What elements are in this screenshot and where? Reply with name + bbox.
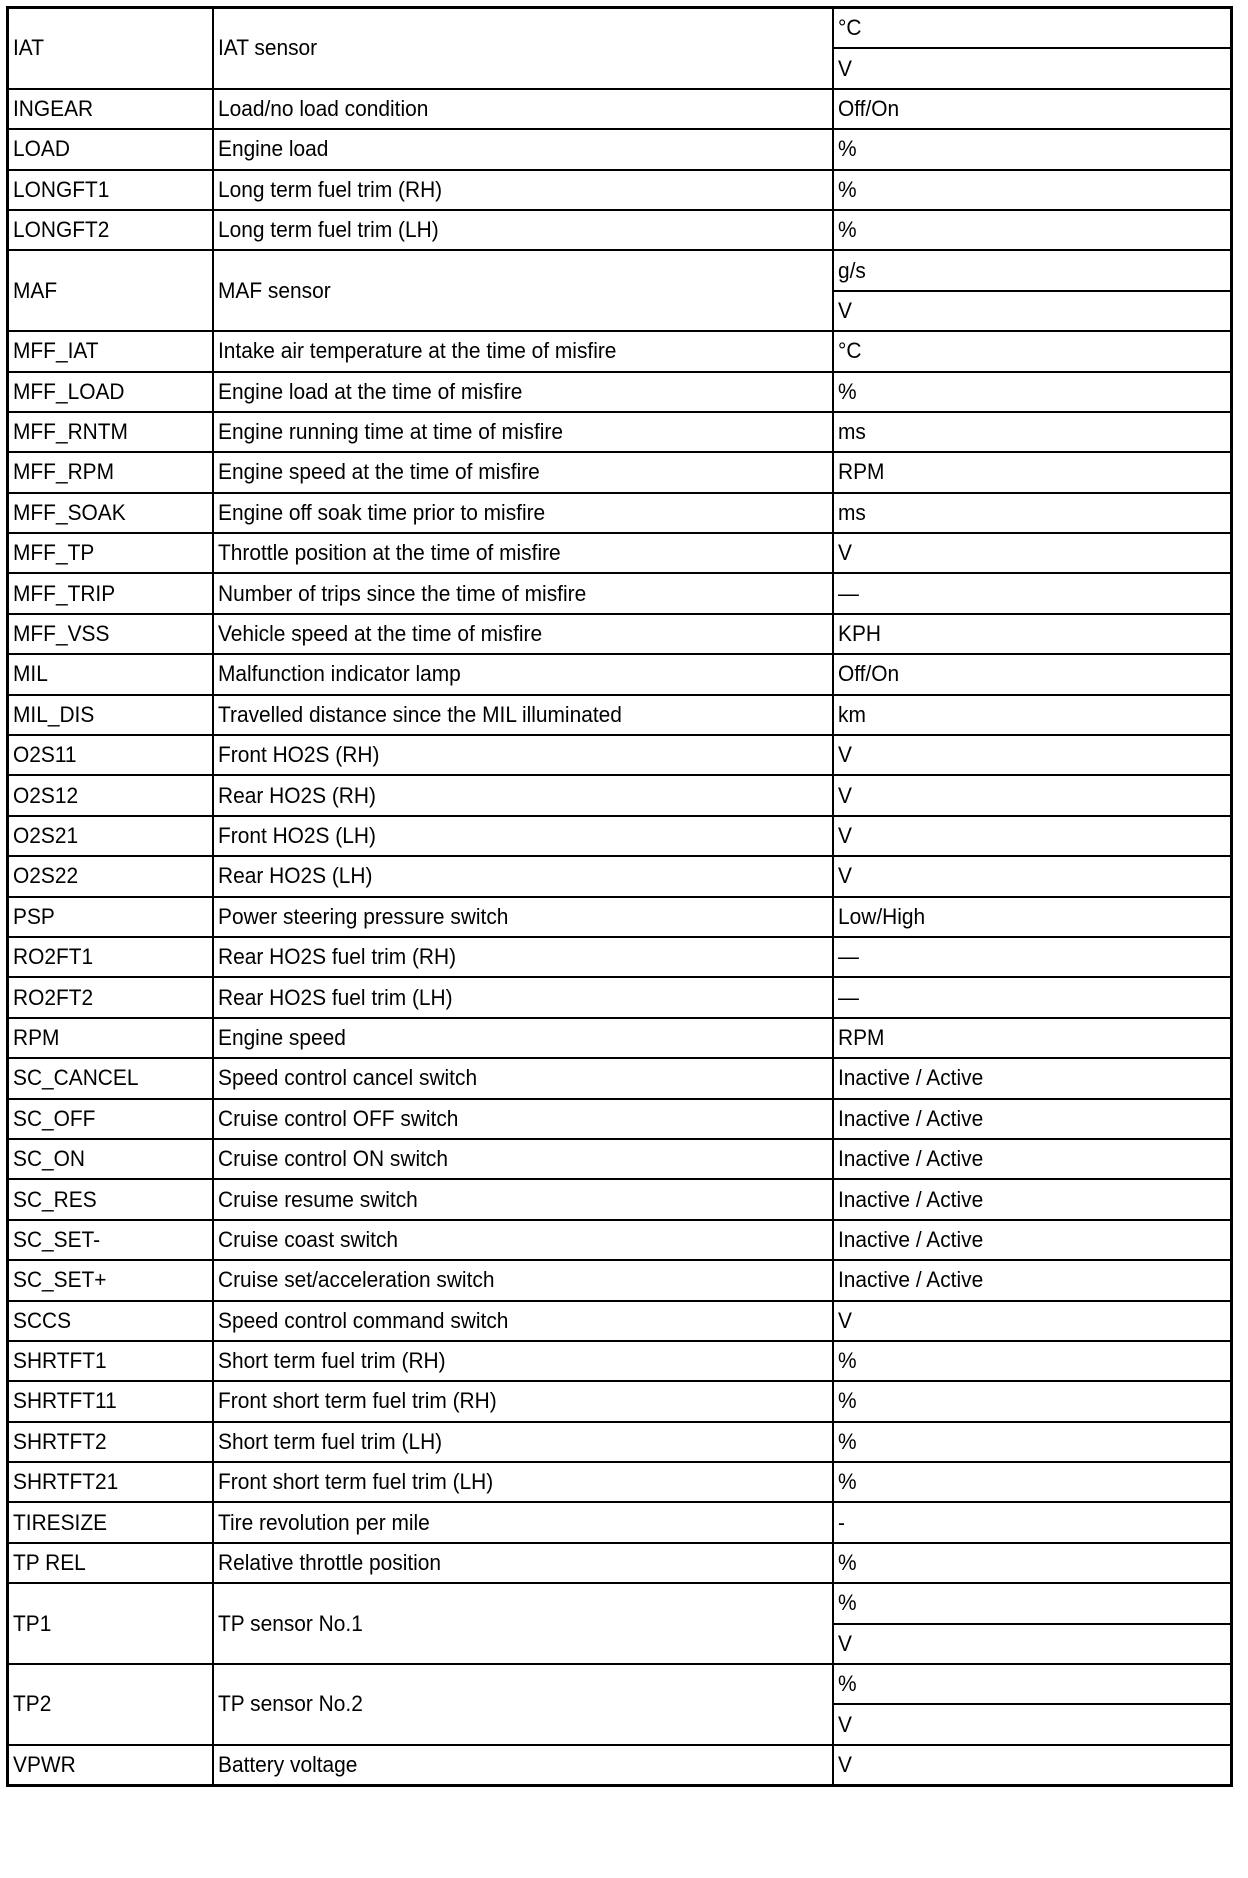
unit-cell <box>833 1745 1232 1786</box>
unit-cell <box>833 129 1232 169</box>
pid-unit: % <box>837 1348 857 1374</box>
table-row <box>8 129 1232 169</box>
pid-cell <box>8 210 213 250</box>
pid-unit: V <box>837 540 852 566</box>
unit-cell <box>833 1543 1232 1583</box>
description-cell <box>213 1381 833 1421</box>
description-cell <box>213 331 833 371</box>
pid-cell <box>8 1260 213 1300</box>
pid-cell <box>8 977 213 1017</box>
pid-unit: Inactive / Active <box>837 1267 983 1293</box>
unit-cell <box>833 372 1232 412</box>
pid-unit: Inactive / Active <box>837 1146 983 1172</box>
pid-name: MIL <box>13 661 48 687</box>
pid-unit: V <box>837 1630 852 1656</box>
pid-name: SHRTFT2 <box>13 1428 107 1454</box>
pid-unit: V <box>837 1751 852 1777</box>
unit-cell <box>833 654 1232 694</box>
description-cell <box>213 1179 833 1219</box>
unit-cell <box>833 48 1232 88</box>
unit-cell <box>833 1301 1232 1341</box>
pid-name: TP2 <box>13 1691 52 1717</box>
pid-name: O2S21 <box>13 823 79 848</box>
pid-description: TP sensor No.1 <box>217 1610 363 1636</box>
pid-description: Engine load <box>217 136 328 162</box>
pid-description: IAT sensor <box>217 35 317 61</box>
unit-cell <box>833 493 1232 533</box>
pid-name: MFF_RPM <box>13 459 115 485</box>
pid-unit: — <box>837 580 859 606</box>
unit-cell <box>833 1664 1232 1704</box>
pid-description: Front HO2S (LH) <box>217 823 376 848</box>
unit-cell <box>833 937 1232 977</box>
table-row <box>8 331 1232 371</box>
description-cell <box>213 1664 833 1745</box>
description-cell <box>213 1220 833 1260</box>
pid-description: Power steering pressure switch <box>217 903 508 929</box>
pid-name: MFF_RNTM <box>13 419 128 445</box>
description-cell <box>213 250 833 331</box>
unit-cell <box>833 1220 1232 1260</box>
unit-cell <box>833 1624 1232 1664</box>
description-cell <box>213 1583 833 1664</box>
unit-cell <box>833 1462 1232 1502</box>
pid-cell <box>8 1018 213 1058</box>
unit-cell <box>833 533 1232 573</box>
pid-cell <box>8 1139 213 1179</box>
pid-unit: % <box>837 1428 857 1454</box>
unit-cell <box>833 735 1232 775</box>
description-cell <box>213 654 833 694</box>
pid-cell <box>8 735 213 775</box>
description-cell <box>213 735 833 775</box>
description-cell <box>213 210 833 250</box>
pid-name: O2S22 <box>13 863 79 889</box>
unit-cell <box>833 614 1232 654</box>
pid-cell <box>8 89 213 129</box>
pid-unit: % <box>837 378 857 404</box>
table-row <box>8 856 1232 896</box>
table-row <box>8 816 1232 856</box>
pid-name: SHRTFT11 <box>13 1388 117 1414</box>
description-cell <box>213 1341 833 1381</box>
pid-name: RO2FT1 <box>13 944 94 970</box>
table-row <box>8 533 1232 573</box>
table-row <box>8 1583 1232 1623</box>
pid-unit: Inactive / Active <box>837 1065 983 1091</box>
table-row <box>8 937 1232 977</box>
description-cell <box>213 1301 833 1341</box>
unit-cell <box>833 291 1232 331</box>
pid-unit: % <box>837 1388 857 1414</box>
table-row <box>8 8 1232 49</box>
pid-unit: — <box>837 944 859 970</box>
pid-description: Rear HO2S fuel trim (LH) <box>217 984 453 1010</box>
pid-name: SC_SET- <box>13 1226 101 1252</box>
pid-cell <box>8 573 213 613</box>
pid-description: Cruise control ON switch <box>217 1146 448 1172</box>
unit-cell <box>833 897 1232 937</box>
pid-name: PSP <box>13 903 55 929</box>
pid-description: Engine speed <box>217 1024 346 1050</box>
pid-description: Cruise coast switch <box>217 1226 398 1252</box>
description-cell <box>213 897 833 937</box>
description-cell <box>213 1462 833 1502</box>
pid-description: Engine running time at time of misfire <box>217 419 563 445</box>
pid-name: MFF_TP <box>13 540 95 566</box>
pid-cell <box>8 1099 213 1139</box>
pid-unit: KPH <box>837 621 881 647</box>
pid-name: LONGFT1 <box>13 176 110 202</box>
pid-name: O2S12 <box>13 782 79 808</box>
pid-cell <box>8 1301 213 1341</box>
pid-description: Speed control command switch <box>217 1307 508 1333</box>
pid-cell <box>8 372 213 412</box>
pid-unit: % <box>837 176 857 202</box>
pid-cell <box>8 1583 213 1664</box>
table-row <box>8 493 1232 533</box>
description-cell <box>213 977 833 1017</box>
description-cell <box>213 775 833 815</box>
table-row <box>8 170 1232 210</box>
pid-description: Rear HO2S (LH) <box>217 863 372 889</box>
pid-name: MFF_SOAK <box>13 499 126 525</box>
description-cell <box>213 573 833 613</box>
pid-description: Short term fuel trim (RH) <box>217 1348 446 1374</box>
pid-cell <box>8 897 213 937</box>
unit-cell <box>833 775 1232 815</box>
description-cell <box>213 1745 833 1786</box>
pid-unit: Off/On <box>837 95 899 121</box>
pid-unit: Inactive / Active <box>837 1186 983 1212</box>
pid-cell <box>8 533 213 573</box>
table-row <box>8 1422 1232 1462</box>
pid-description: Travelled distance since the MIL illuminated <box>217 701 622 727</box>
pid-description: Tire revolution per mile <box>217 1509 430 1535</box>
description-cell <box>213 170 833 210</box>
pid-unit: V <box>837 297 852 323</box>
table-row <box>8 1543 1232 1583</box>
pid-unit: — <box>837 984 859 1010</box>
table-row <box>8 735 1232 775</box>
table-row <box>8 1462 1232 1502</box>
unit-cell <box>833 331 1232 371</box>
pid-name: TP1 <box>13 1610 52 1636</box>
table-row <box>8 775 1232 815</box>
pid-unit: Inactive / Active <box>837 1226 983 1252</box>
pid-unit: °C <box>837 15 861 41</box>
description-cell <box>213 533 833 573</box>
unit-cell <box>833 1018 1232 1058</box>
unit-cell <box>833 412 1232 452</box>
description-cell <box>213 1099 833 1139</box>
pid-unit: Off/On <box>837 661 899 687</box>
pid-unit: V <box>837 55 852 81</box>
table-row <box>8 210 1232 250</box>
pid-name: VPWR <box>13 1751 76 1777</box>
pid-unit: % <box>837 217 857 243</box>
pid-unit: V <box>837 742 852 768</box>
pid-description: Malfunction indicator lamp <box>217 661 461 687</box>
pid-description: Vehicle speed at the time of misfire <box>217 621 542 647</box>
pid-unit: % <box>837 1671 857 1697</box>
pid-description: Rear HO2S (RH) <box>217 782 376 808</box>
unit-cell <box>833 1099 1232 1139</box>
table-row <box>8 1099 1232 1139</box>
description-cell <box>213 816 833 856</box>
table-row <box>8 1301 1232 1341</box>
description-cell <box>213 856 833 896</box>
pid-name: IAT <box>13 35 44 61</box>
pid-cell <box>8 816 213 856</box>
pid-name: SHRTFT21 <box>13 1469 119 1495</box>
table-row <box>8 1664 1232 1704</box>
unit-cell <box>833 250 1232 290</box>
table-row <box>8 1018 1232 1058</box>
pid-name: SC_CANCEL <box>13 1065 139 1091</box>
unit-cell <box>833 8 1232 49</box>
description-cell <box>213 129 833 169</box>
unit-cell <box>833 856 1232 896</box>
description-cell <box>213 89 833 129</box>
pid-description: Intake air temperature at the time of misfire <box>217 338 616 364</box>
description-cell <box>213 695 833 735</box>
pid-cell <box>8 1341 213 1381</box>
description-cell <box>213 412 833 452</box>
description-cell <box>213 372 833 412</box>
pid-name: SC_OFF <box>13 1105 96 1131</box>
pid-name: SC_ON <box>13 1146 86 1172</box>
unit-cell <box>833 1502 1232 1542</box>
pid-description: Load/no load condition <box>217 95 428 121</box>
pid-cell <box>8 1664 213 1745</box>
pid-name: SCCS <box>13 1307 72 1333</box>
pid-description: Rear HO2S fuel trim (RH) <box>217 944 456 970</box>
pid-name: TP REL <box>13 1550 86 1576</box>
pid-cell <box>8 129 213 169</box>
unit-cell <box>833 1341 1232 1381</box>
table-row <box>8 372 1232 412</box>
pid-cell <box>8 654 213 694</box>
pid-name: LOAD <box>13 136 70 162</box>
table-row <box>8 1502 1232 1542</box>
pid-name: MAF <box>13 277 58 303</box>
pid-cell <box>8 1179 213 1219</box>
pid-unit: % <box>837 1590 857 1616</box>
table-row <box>8 1260 1232 1300</box>
pid-description: Short term fuel trim (LH) <box>217 1428 442 1454</box>
description-cell <box>213 1260 833 1300</box>
pid-name: INGEAR <box>13 95 94 121</box>
table-row <box>8 1058 1232 1098</box>
pid-description: Battery voltage <box>217 1751 357 1777</box>
pid-name: RO2FT2 <box>13 984 94 1010</box>
table-row <box>8 1139 1232 1179</box>
pid-table-body <box>8 8 1232 1786</box>
unit-cell <box>833 170 1232 210</box>
pid-cell <box>8 493 213 533</box>
pid-description: Engine speed at the time of misfire <box>217 459 540 485</box>
description-cell <box>213 614 833 654</box>
unit-cell <box>833 1381 1232 1421</box>
table-row <box>8 250 1232 290</box>
unit-cell <box>833 89 1232 129</box>
pid-cell <box>8 1058 213 1098</box>
table-row <box>8 1179 1232 1219</box>
unit-cell <box>833 695 1232 735</box>
pid-description: Long term fuel trim (RH) <box>217 176 442 202</box>
table-row <box>8 977 1232 1017</box>
pid-description: Front HO2S (RH) <box>217 742 379 768</box>
pid-description: Long term fuel trim (LH) <box>217 217 439 243</box>
pid-name: SC_RES <box>13 1186 97 1212</box>
unit-cell <box>833 1422 1232 1462</box>
description-cell <box>213 1502 833 1542</box>
pid-name: MFF_VSS <box>13 621 110 647</box>
pid-cell <box>8 775 213 815</box>
pid-cell <box>8 614 213 654</box>
pid-description: Throttle position at the time of misfire <box>217 540 561 566</box>
pid-unit: V <box>837 1307 852 1333</box>
unit-cell <box>833 1260 1232 1300</box>
table-row <box>8 1381 1232 1421</box>
description-cell <box>213 1139 833 1179</box>
pid-cell <box>8 1381 213 1421</box>
table-row <box>8 897 1232 937</box>
pid-name: RPM <box>13 1024 60 1050</box>
pid-name: TIRESIZE <box>13 1509 108 1535</box>
unit-cell <box>833 977 1232 1017</box>
pid-cell <box>8 1502 213 1542</box>
unit-cell <box>833 1139 1232 1179</box>
description-cell <box>213 1018 833 1058</box>
pid-cell <box>8 1745 213 1786</box>
pid-unit: % <box>837 1469 857 1495</box>
pid-description: Number of trips since the time of misfire <box>217 580 586 606</box>
pid-name: O2S11 <box>13 742 77 768</box>
pid-description: Engine load at the time of misfire <box>217 378 522 404</box>
pid-unit: km <box>837 701 866 727</box>
pid-unit: % <box>837 1550 857 1576</box>
pid-unit: V <box>837 782 852 808</box>
pid-description: Speed control cancel switch <box>217 1065 477 1091</box>
pid-cell <box>8 452 213 492</box>
description-cell <box>213 1058 833 1098</box>
pid-table <box>6 6 1233 1787</box>
pid-cell <box>8 1462 213 1502</box>
pid-unit: ms <box>837 419 866 445</box>
pid-cell <box>8 937 213 977</box>
pid-cell <box>8 331 213 371</box>
description-cell <box>213 452 833 492</box>
pid-unit: °C <box>837 338 861 364</box>
unit-cell <box>833 816 1232 856</box>
pid-description: Front short term fuel trim (RH) <box>217 1388 497 1414</box>
pid-name: MIL_DIS <box>13 701 95 727</box>
pid-cell <box>8 1422 213 1462</box>
pid-cell <box>8 1220 213 1260</box>
table-row <box>8 412 1232 452</box>
pid-description: MAF sensor <box>217 277 331 303</box>
pid-unit: Low/High <box>837 903 925 929</box>
description-cell <box>213 937 833 977</box>
table-row <box>8 1745 1232 1786</box>
description-cell <box>213 8 833 89</box>
pid-name: LONGFT2 <box>13 217 110 243</box>
pid-unit: V <box>837 863 852 889</box>
pid-unit: - <box>837 1509 845 1535</box>
pid-description: Engine off soak time prior to misfire <box>217 499 545 525</box>
unit-cell <box>833 573 1232 613</box>
unit-cell <box>833 210 1232 250</box>
pid-name: SC_SET+ <box>13 1267 107 1293</box>
table-row <box>8 1341 1232 1381</box>
table-row <box>8 89 1232 129</box>
pid-description: Cruise control OFF switch <box>217 1105 458 1131</box>
unit-cell <box>833 1058 1232 1098</box>
pid-name: MFF_LOAD <box>13 378 125 404</box>
pid-name: SHRTFT1 <box>13 1348 107 1374</box>
description-cell <box>213 1543 833 1583</box>
unit-cell <box>833 1704 1232 1744</box>
pid-cell <box>8 8 213 89</box>
pid-cell <box>8 695 213 735</box>
unit-cell <box>833 452 1232 492</box>
pid-cell <box>8 856 213 896</box>
pid-description: Cruise set/acceleration switch <box>217 1267 494 1293</box>
pid-name: MFF_TRIP <box>13 580 116 606</box>
table-row <box>8 695 1232 735</box>
table-row <box>8 1220 1232 1260</box>
pid-unit: RPM <box>837 459 884 485</box>
pid-unit: RPM <box>837 1024 884 1050</box>
pid-cell <box>8 412 213 452</box>
description-cell <box>213 1422 833 1462</box>
pid-unit: Inactive / Active <box>837 1105 983 1131</box>
pid-description: Front short term fuel trim (LH) <box>217 1469 493 1495</box>
unit-cell <box>833 1179 1232 1219</box>
pid-cell <box>8 1543 213 1583</box>
pid-name: MFF_IAT <box>13 338 99 364</box>
description-cell <box>213 493 833 533</box>
pid-cell <box>8 170 213 210</box>
table-row <box>8 452 1232 492</box>
pid-unit: V <box>837 823 852 848</box>
pid-unit: % <box>837 136 857 162</box>
pid-unit: g/s <box>837 257 866 283</box>
pid-description: Cruise resume switch <box>217 1186 418 1212</box>
pid-cell <box>8 250 213 331</box>
pid-description: Relative throttle position <box>217 1550 441 1576</box>
pid-unit: ms <box>837 499 866 525</box>
table-row <box>8 573 1232 613</box>
pid-unit: V <box>837 1711 852 1737</box>
unit-cell <box>833 1583 1232 1623</box>
table-row <box>8 654 1232 694</box>
table-row <box>8 614 1232 654</box>
pid-description: TP sensor No.2 <box>217 1691 363 1717</box>
